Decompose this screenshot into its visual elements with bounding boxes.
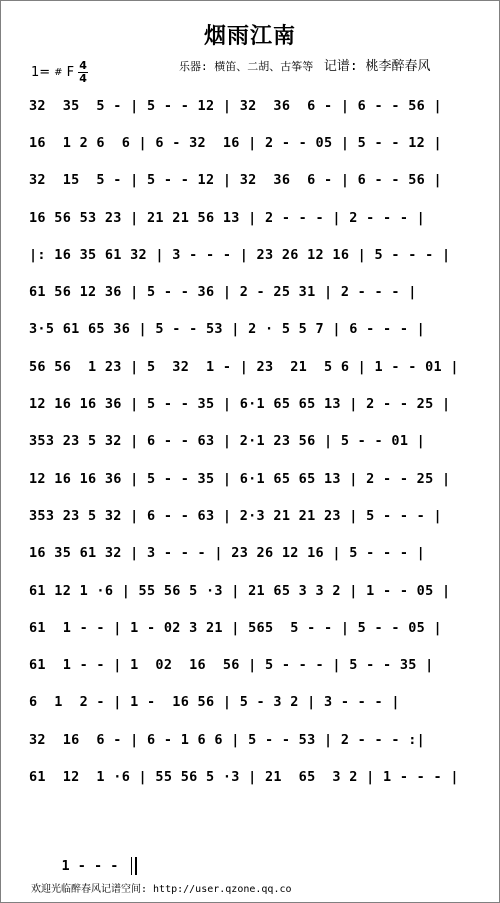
score-line-notes: 16 35 61 32 | 3 - - - | 23 26 12 16 | 5 - - - |	[29, 545, 426, 562]
score-line	[29, 497, 473, 534]
score-line	[29, 423, 473, 460]
score-line	[29, 385, 473, 422]
key-prefix: 1=	[31, 65, 51, 80]
time-signature-top: 4	[79, 59, 87, 72]
instruments-label: 乐器: 横笛、二胡、古筝等	[179, 60, 314, 73]
score-line	[29, 311, 473, 348]
key-accidental: #	[54, 67, 63, 78]
score-line	[29, 609, 473, 646]
key-note: F	[66, 65, 75, 80]
score-line-notes: 32 35 5 - | 5 - - 12 | 32 36 6 - | 6 - - 56 |	[29, 97, 442, 114]
score-line-notes: 61 12 1 ·6 | 55 56 5 ·3 | 21 65 3 2 | 1 - - - |	[29, 768, 459, 785]
score-line	[29, 758, 473, 795]
time-signature	[78, 61, 88, 84]
scribe-label: 记谱: 桃李醉春风	[323, 59, 431, 74]
score-line	[29, 236, 473, 273]
score-line	[29, 572, 473, 609]
time-signature-bottom: 4	[79, 72, 87, 85]
song-title: 烟雨江南	[203, 24, 296, 49]
score-line	[29, 199, 473, 236]
score-line-notes: 16 1 2 6 6 | 6 - 32 16 | 2 - - 05 | 5 - - 12 |	[29, 134, 442, 151]
final-double-barline	[131, 857, 137, 875]
score-line-notes: 353 23 5 32 | 6 - - 63 | 2·1 23 56 | 5 - - 01 |	[29, 433, 426, 450]
score-line-notes: 32 15 5 - | 5 - - 12 | 32 36 6 - | 6 - - 56 |	[29, 172, 442, 189]
footer-link-text: 欢迎光临醉春风记谱空间: http://user.qzone.qq.co	[31, 884, 292, 895]
score-line	[29, 684, 473, 721]
score-line	[29, 535, 473, 572]
score-line-notes: 16 56 53 23 | 21 21 56 13 | 2 - - - | 2 - - - |	[29, 209, 426, 226]
score-line-notes: 3·5 61 65 36 | 5 - - 53 | 2 · 5 5 7 | 6 - - - |	[29, 321, 426, 338]
score-line	[29, 124, 473, 161]
score-line-notes: 353 23 5 32 | 6 - - 63 | 2·3 21 21 23 | 5 - - - |	[29, 507, 442, 524]
score-line	[29, 460, 473, 497]
key-signature	[31, 61, 88, 84]
score-line-notes: 32 16 6 - | 6 - 1 6 6 | 5 - - 53 | 2 - - - :|	[29, 731, 426, 748]
score-body	[29, 87, 473, 796]
score-line-notes: 56 56 1 23 | 5 32 1 - | 23 21 5 6 | 1 - - 01 |	[29, 358, 459, 375]
score-line	[29, 721, 473, 758]
score-line-notes: 12 16 16 36 | 5 - - 35 | 6·1 65 65 13 | 2 - - 25 |	[29, 396, 451, 413]
score-line-notes: 61 56 12 36 | 5 - - 36 | 2 - 25 31 | 2 - - - |	[29, 284, 417, 301]
score-line	[29, 273, 473, 310]
credits	[179, 55, 431, 74]
score-line	[29, 348, 473, 385]
score-line-notes: 61 1 - - | 1 - 02 3 21 | 565 5 - - | 5 - - 05 |	[29, 619, 442, 636]
score-line-notes: 61 12 1 ·6 | 55 56 5 ·3 | 21 65 3 3 2 | 1 - - 05 |	[29, 582, 451, 599]
score-line-notes: 12 16 16 36 | 5 - - 35 | 6·1 65 65 13 | 2 - - 25 |	[29, 470, 451, 487]
final-line-notes: 1 - - -	[61, 858, 127, 874]
score-line	[29, 162, 473, 199]
score-line	[29, 87, 473, 124]
score-line-notes: 6 1 2 - | 1 - 16 56 | 5 - 3 2 | 3 - - - |	[29, 694, 400, 711]
score-line-notes: |: 16 35 61 32 | 3 - - - | 23 26 12 16 | 5 - - - |	[29, 246, 451, 263]
score-line	[29, 646, 473, 683]
score-line-notes: 61 1 - - | 1 02 16 56 | 5 - - - | 5 - - 35 |	[29, 657, 434, 674]
